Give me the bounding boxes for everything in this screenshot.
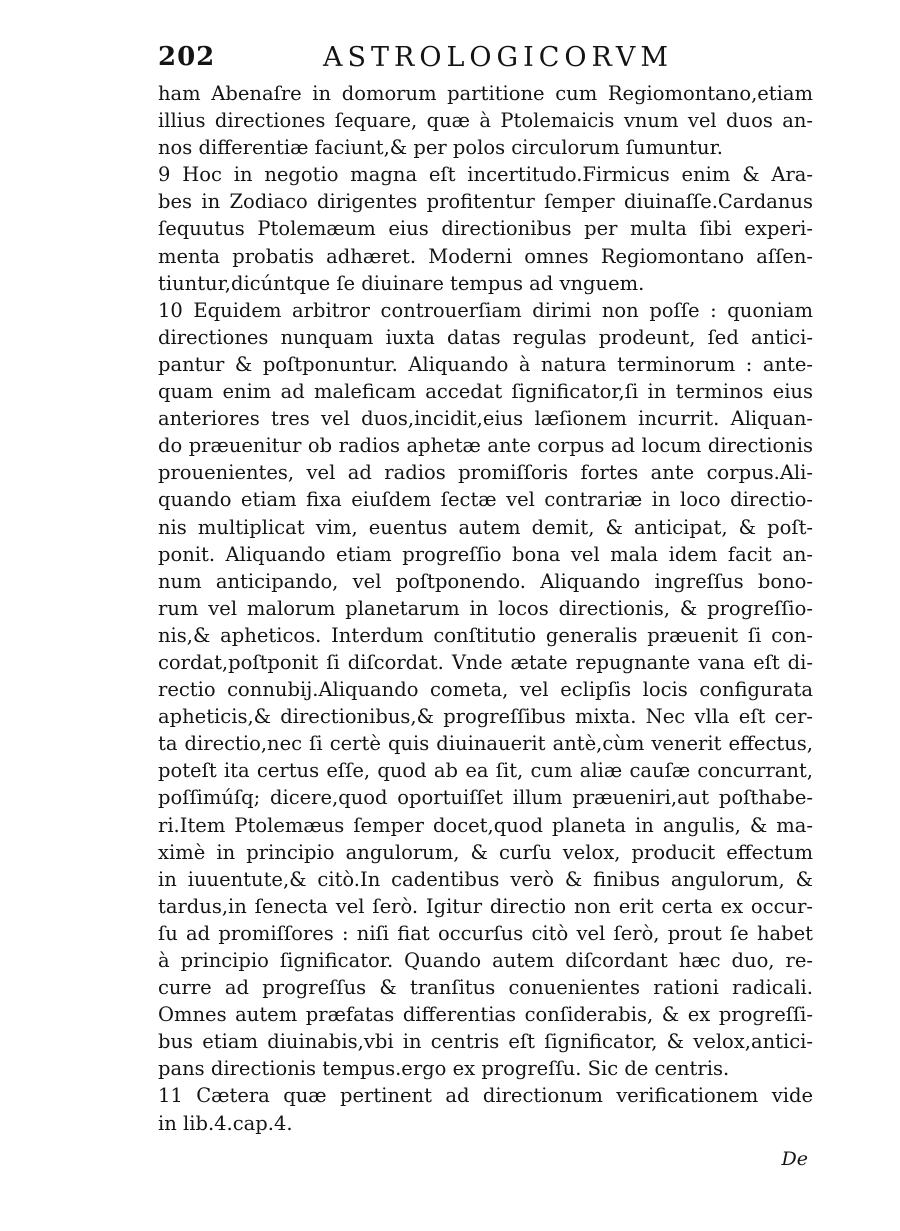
text-line: rum vel malorum planetarum in locos directionis, & progreſſio- (158, 596, 813, 620)
text-line: cordat,poſtponit ſi diſcordat. Vnde ætate repugnante vana eſt di- (158, 650, 813, 674)
text-line: à principio ſignificator. Quando autem diſcordant hæc duo, re- (158, 949, 813, 972)
text-line: ximè in principio angulorum, & curſu velox, producit effectum (158, 840, 813, 864)
paragraph (158, 297, 813, 1083)
paragraph (158, 161, 813, 296)
text-line: anteriores tres vel duos,incidit,eius læſionem incurrit. Aliquan- (158, 407, 813, 431)
text-line: 9 Hoc in negotio magna eſt incertitudo.Firmicus enim & Ara- (158, 163, 813, 187)
text-line: pantur & poſtponuntur. Aliquando à natura terminorum : ante- (158, 352, 813, 376)
text-line: ta directio,nec ſi certè quis diuinauerit antè,cùm venerit effectus, (158, 732, 813, 756)
text-line: 11 Cætera quæ pertinent ad directionum verificationem vide (158, 1084, 813, 1108)
text-line: ponit. Aliquando etiam progreſſio bona vel mala idem facit an- (158, 542, 813, 566)
text-line: tardus,in ſenecta vel ſerò. Igitur directio non erit certa ex occur- (158, 894, 813, 918)
text-line: prouenientes, vel ad radios promiſſoris fortes ante corpus.Ali- (158, 461, 813, 485)
text-line: apheticis,& directionibus,& progreſſibus mixta. Nec vlla eſt cer- (158, 705, 813, 729)
text-line: tiuntur,dicúntque ſe diuinare tempus ad vnguem. (158, 271, 645, 295)
text-line: rectio connubij.Aliquando cometa, vel eclipſis locis configurata (158, 678, 813, 702)
text-line: in lib.4.cap.4. (158, 1111, 293, 1135)
text-line: do præuenitur ob radios aphetæ ante corpus ad locum directionis (158, 434, 813, 458)
text-line: ſu ad promiſſores : niſi fiat occurſus citò vel ſerò, prout ſe habet (158, 921, 813, 945)
text-line: poſſimúſq; dicere,quod oportuiſſet illum præueniri,aut poſthabe- (158, 786, 813, 810)
text-line: illius directiones ſequare, quæ à Ptolemaicis vnum vel duos an- (158, 109, 813, 133)
text-line: curre ad progreſſus & tranſitus conuenientes rationi radicali. (158, 976, 813, 1000)
text-line: poteſt ita certus eſſe, quod ab ea ſit, cum aliæ cauſæ concurrant, (158, 759, 813, 783)
catchword: De (781, 1148, 808, 1170)
running-title: ASTROLOGICORVM (323, 42, 674, 73)
text-line: in iuuentute,& citò.In cadentibus verò & finibus angulorum, & (158, 867, 813, 891)
text-line: quam enim ad maleficam accedat ſignificator,ſi in terminos eius (158, 380, 813, 404)
body-text (158, 80, 813, 1137)
text-line: ri.Item Ptolemæus ſemper docet,quod planeta in angulis, & ma- (158, 813, 813, 837)
running-head (155, 42, 815, 78)
text-line: bes in Zodiaco dirigentes profitentur ſemper diuinaſſe.Cardanus (158, 190, 813, 214)
text-line: menta probatis adhæret. Moderni omnes Regiomontano aſſen- (158, 244, 813, 268)
paragraph (158, 1082, 813, 1136)
text-line: bus etiam diuinabis,vbi in centris eſt ſignificator, & velox,antici- (158, 1030, 813, 1054)
page-number: 202 (158, 42, 216, 72)
text-line: quando etiam fixa eiuſdem ſectæ vel contrariæ in loco directio- (158, 488, 813, 512)
text-line: ſequutus Ptolemæum eius directionibus per multa ſibi experi- (158, 217, 813, 241)
text-line: nis,& apheticos. Interdum conſtitutio generalis præuenit ſi con- (158, 623, 813, 647)
paragraph (158, 80, 813, 161)
text-line: Omnes autem præfatas differentias conſiderabis, & ex progreſſi- (158, 1003, 813, 1027)
text-line: 10 Equidem arbitror controuerſiam dirimi non poſſe : quoniam (158, 298, 813, 322)
text-line: num anticipando, vel poſtponendo. Aliquando ingreſſus bono- (158, 569, 813, 593)
text-line: nis multiplicat vim, euentus autem demit, & anticipat, & poſt- (158, 515, 813, 539)
text-line: ham Abenaſre in domorum partitione cum Regiomontano,etiam (158, 82, 813, 105)
text-line: pans directionis tempus.ergo ex progreſſu. Sic de centris. (158, 1057, 730, 1081)
text-line: nos differentiæ faciunt,& per polos circulorum ſumuntur. (158, 136, 723, 160)
text-line: directiones nunquam iuxta datas regulas prodeunt, ſed antici- (158, 325, 813, 349)
